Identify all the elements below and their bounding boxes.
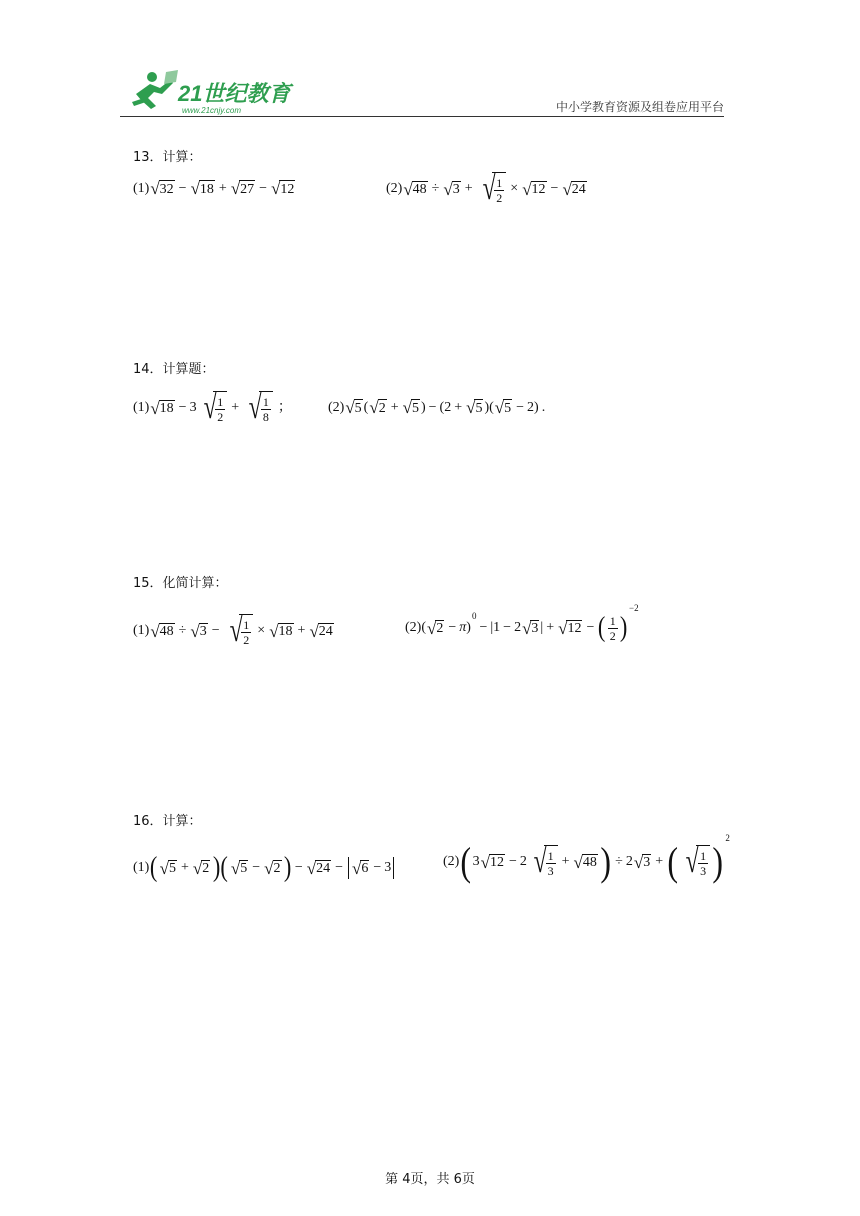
question-14-part-1: (1) √ 18 − 3 √ $\frac{1}{2}$ + √ $\frac{1}{8}$ ；	[133, 389, 292, 426]
logo-url: www.21cnjy.com	[182, 106, 241, 115]
question-16-part-1: (1) ( √ 5 + √ 2 )( √ 5 − √ 2 ) − √ 24 − √ 6 − 3	[133, 854, 396, 882]
question-13-title: 13．计算：	[133, 150, 202, 165]
21cnjy-logo	[126, 68, 296, 118]
question-14-part-2: (2) √ 5 ( √ 2 + √ 5 ) − ( 2 + √ 5 )( √ 5 − 2 ) .	[328, 398, 546, 417]
question-16-title: 16．计算：	[133, 814, 202, 829]
question-13-part-1: (1) √ 32 − √ 18 + √ 27 − √ 12	[133, 179, 295, 198]
question-15-part-2: (2) ( √ 2 − π ) 0 − | 1 − 2 √ 3 | + √ 12 − ( $\frac{1}{2}$ ) −2	[405, 602, 639, 643]
platform-name: 中小学教育资源及组卷应用平台	[555, 100, 724, 114]
question-14-title: 14．计算题：	[133, 362, 215, 377]
page-number: 第 4页，共 6页	[385, 1172, 475, 1187]
header-divider	[120, 116, 724, 117]
question-16-part-2: (2) ( 3 √ 12 − 2 √ $\frac{1}{3}$ + √ 48 ) ÷ 2 √ 3 + ( √ $\frac{1}{3}$ ) 2	[443, 832, 730, 884]
question-15-part-1: (1) √ 48 ÷ √ 3 − √ $\frac{1}{2}$ × √ 18 + √ 24	[133, 612, 333, 649]
question-15-title: 15．化简计算：	[133, 576, 228, 591]
logo-wordmark: 21世纪教育	[178, 81, 291, 106]
question-13-part-2: (2) √ 48 ÷ √ 3 + √ $\frac{1}{2}$ × √ 12 − √ 24	[386, 170, 586, 207]
